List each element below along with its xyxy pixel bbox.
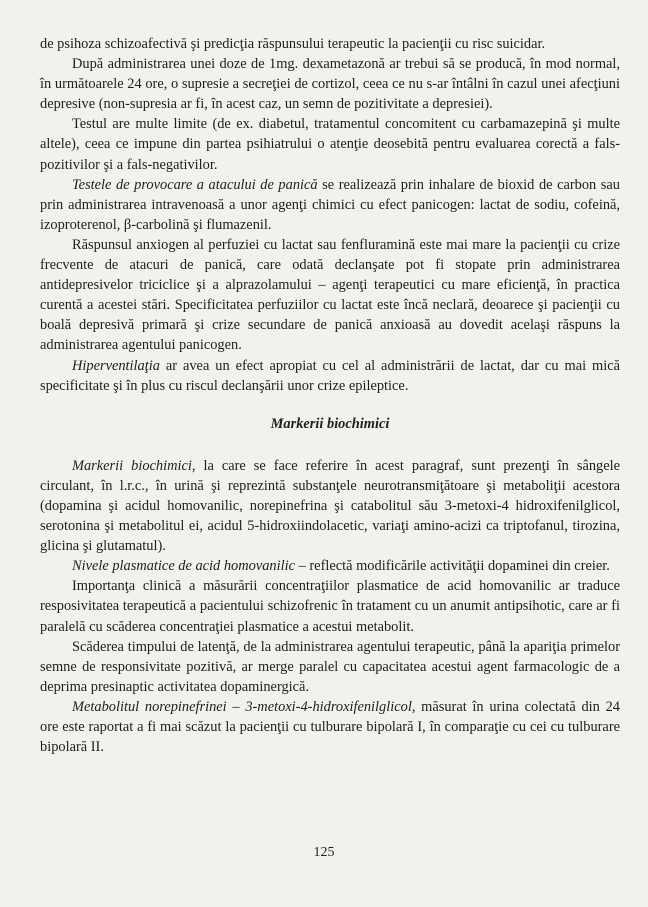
paragraph: Scăderea timpului de latenţă, de la administrarea agentului terapeutic, până la apariţia primelor semne de responsivitate pozitivă, ar merge paralel cu capacitatea acestui agent farmacologic de a deprima presinaptic activitatea dopaminergică.	[40, 638, 620, 695]
italic-term: Hiperventilaţia	[72, 357, 160, 374]
paragraph: Nivele plasmatice de acid homovanilic – reflectă modificările activităţii dopaminei din creier.	[72, 558, 610, 575]
italic-term: Nivele plasmatice de acid homovanilic	[72, 558, 295, 575]
paragraph: de psihoza schizoafectivă şi predicţia răspunsului terapeutic la pacienţii cu risc suicidar.	[40, 36, 546, 52]
italic-term: Testele de provocare a atacului de panică	[72, 176, 318, 193]
page-number: 125	[313, 845, 335, 860]
paragraph: După administrarea unei doze de 1mg. dexametazonă ar trebui să se producă, în mod normal, în următoarele 24 ore, o supresie a secreţiei de cortizol, ceea ce nu s-ar întâlni în cazul unei afecţiuni depresive (non-supresia ar fi, în acest caz, un semn de pozitivitate a depresiei).	[40, 56, 620, 113]
paragraph: Testele de provocare a atacului de panică se realizează prin inhalare de bioxid de carbon sau prin administrarea intravenoasă a unor agenţi chimici cu efect panicogen: lactat de sodiu, cofeină, izoproterenol, β-carbolină şi flumazenil.	[40, 176, 620, 233]
paragraph: Răspunsul anxiogen al perfuziei cu lactat sau fenfluramină este mai mare la pacienţii cu crize frecvente de atacuri de panică, care odată declanşate pot fi stopate prin administrarea antidepresivelor triciclice şi a alprazolamului – agenţi terapeutici cu mare eficienţă, în practica curentă a acestei stări. Specificitatea perfuziilor cu lactat este încă neclară, deoarece şi pacienţii cu boală depresivă primară şi crize secundare de panică anxioasă au dovedit acelaşi răspuns la administrarea agentului panicogen.	[40, 236, 620, 354]
paragraph: Hiperventilaţia ar avea un efect apropiat cu cel al administrării de lactat, dar cu mai mică specificitate şi în plus cu riscul declanşării unor crize epileptice.	[40, 357, 620, 394]
italic-term: Markerii biochimici,	[72, 457, 196, 474]
section-heading: Markerii biochimici	[270, 415, 390, 432]
italic-term: Metabolitul norepinefrinei – 3-metoxi-4-hidroxifenilglicol,	[72, 698, 416, 715]
paragraph: Metabolitul norepinefrinei – 3-metoxi-4-hidroxifenilglicol, măsurat în urina colectată din 24 ore este raportat a fi mai scăzut la pacienţii cu tulburare bipolară I, în comparaţie cu cei cu tulburare bipolară II.	[40, 698, 620, 756]
paragraph: Testul are multe limite (de ex. diabetul, tratamentul concomitent cu carbamazepină şi multe altele), ceea ce impune din partea psihiatrului o atenţie deosebită pentru evaluarea corectă a fals-pozitivilor şi a fals-negativilor.	[40, 116, 620, 173]
paragraph: Importanţa clinică a măsurării concentraţiilor plasmatice de acid homovanilic ar traduce resposivitatea terapeutică a pacientului schizofrenic în tratament cu un anumit antipsihotic, care ar fi paralelă cu scăderea concentraţiei plasmatice a acestui metabolit.	[40, 578, 620, 635]
paragraph: Markerii biochimici, la care se face referire în acest paragraf, sunt prezenţi în sângele circulant, în l.r.c., în urină şi reprezintă substanţele neurotransmiţătoare şi metaboliţii acestora (dopamina şi acidul homovanilic, norepinefrina şi catabolitul său 3-metoxi-4 hidroxifenilglicol, serotonina şi metabolitul ei, acidul 5-hidroxiindolacetic, variaţi amino-acizi ca triptofanul, tirozina, glicina şi glutamatul).	[40, 457, 620, 555]
